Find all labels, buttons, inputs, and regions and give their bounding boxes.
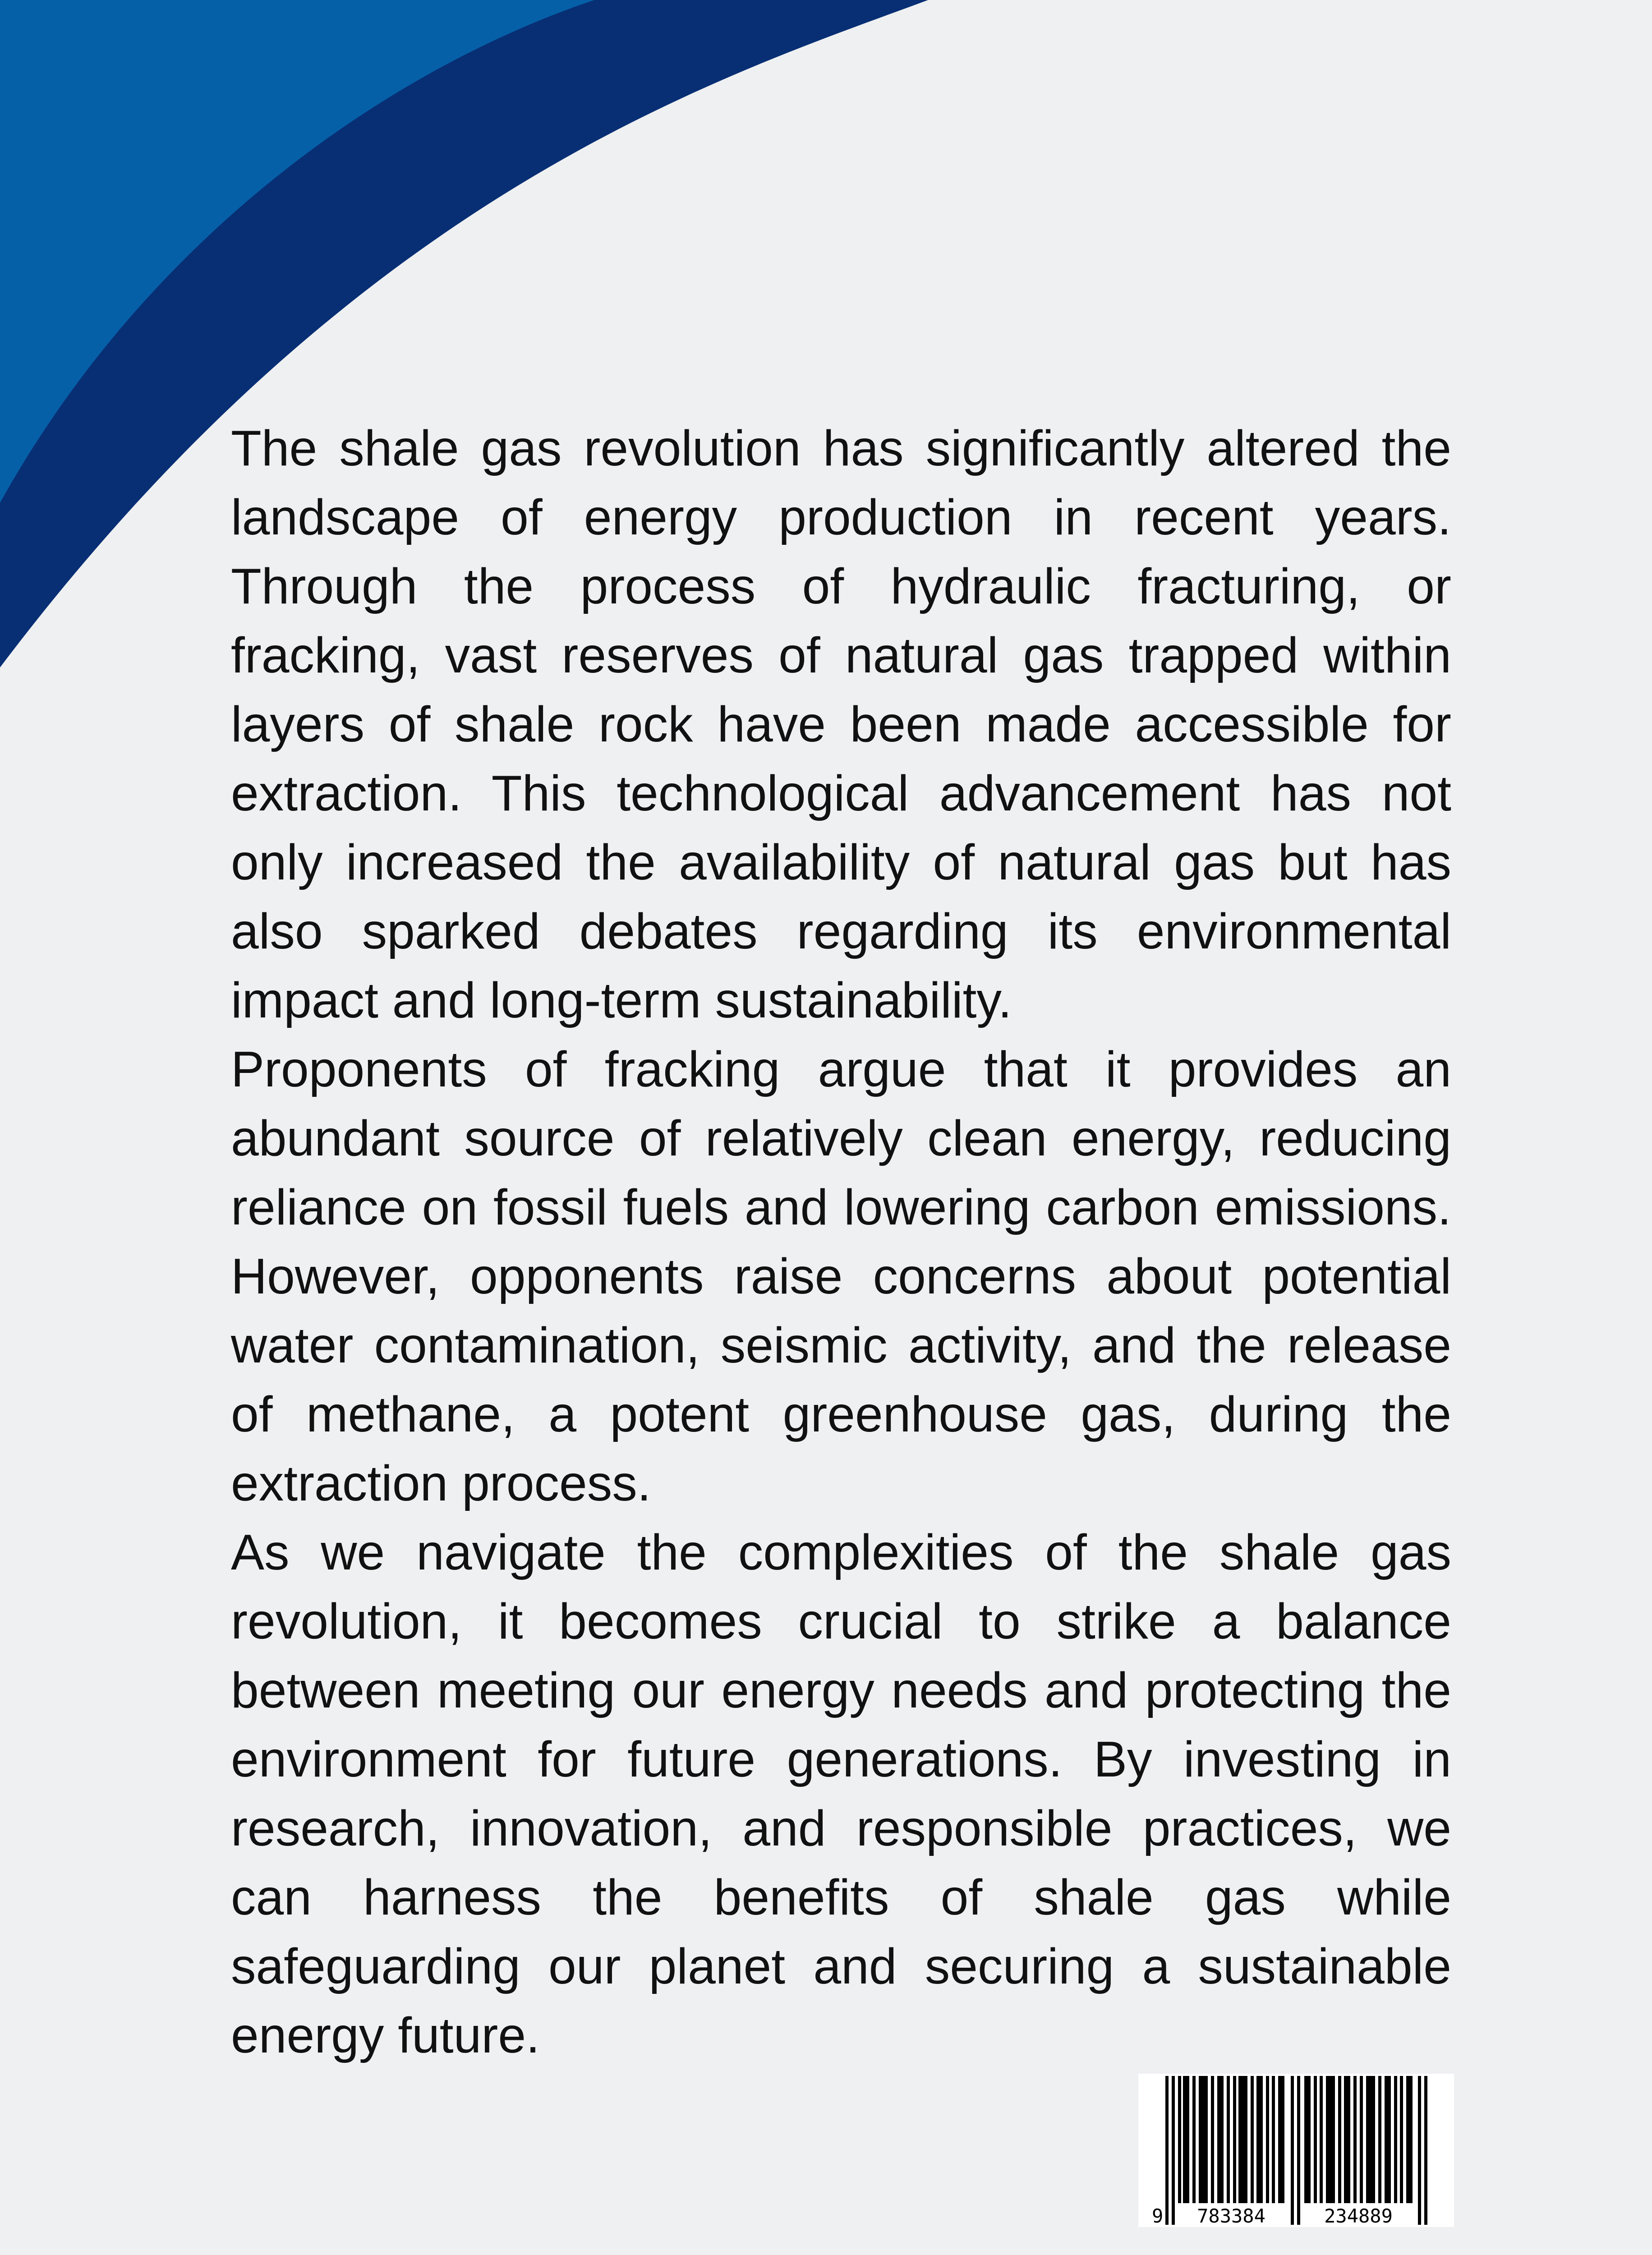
barcode-lead-digit: 9 xyxy=(1152,2205,1164,2227)
blurb-paragraph-3: As we navigate the complexities of the shale gas revolution, it becomes crucial to strike a balance between meeting our energy needs and protecting the environment for future generations. By investing in research, innovation, and responsible practices, we can harness the benefits of shale gas while safeguarding our planet and securing a sustainable energy future. xyxy=(231,1524,1451,2063)
barcode-bars xyxy=(1165,2076,1427,2225)
blurb-paragraph-1: The shale gas revolution has significantly altered the landscape of energy production in recent years. Through the process of hydraulic fracturing, or fracking, vast reserves of natural gas trapped within layers of shale rock have been made accessible for extraction. This technological advancement has not only increased the availability of natural gas but has also sparked debates regarding its environmental impact and long-term sustainability. xyxy=(231,420,1451,1028)
barcode-left-digits: 783384 xyxy=(1197,2205,1265,2227)
blurb-paragraph-2: Proponents of fracking argue that it provides an abundant source of relatively clean energy, reducing reliance on fossil fuels and lowering carbon emissions. However, opponents raise concerns about potential water contamination, seismic activity, and the release of methane, a potent greenhouse gas, during the extraction process. xyxy=(231,1041,1451,1511)
back-cover-blurb xyxy=(231,414,1451,2070)
barcode-right-digits: 234889 xyxy=(1324,2205,1393,2227)
isbn-barcode xyxy=(1138,2074,1454,2227)
